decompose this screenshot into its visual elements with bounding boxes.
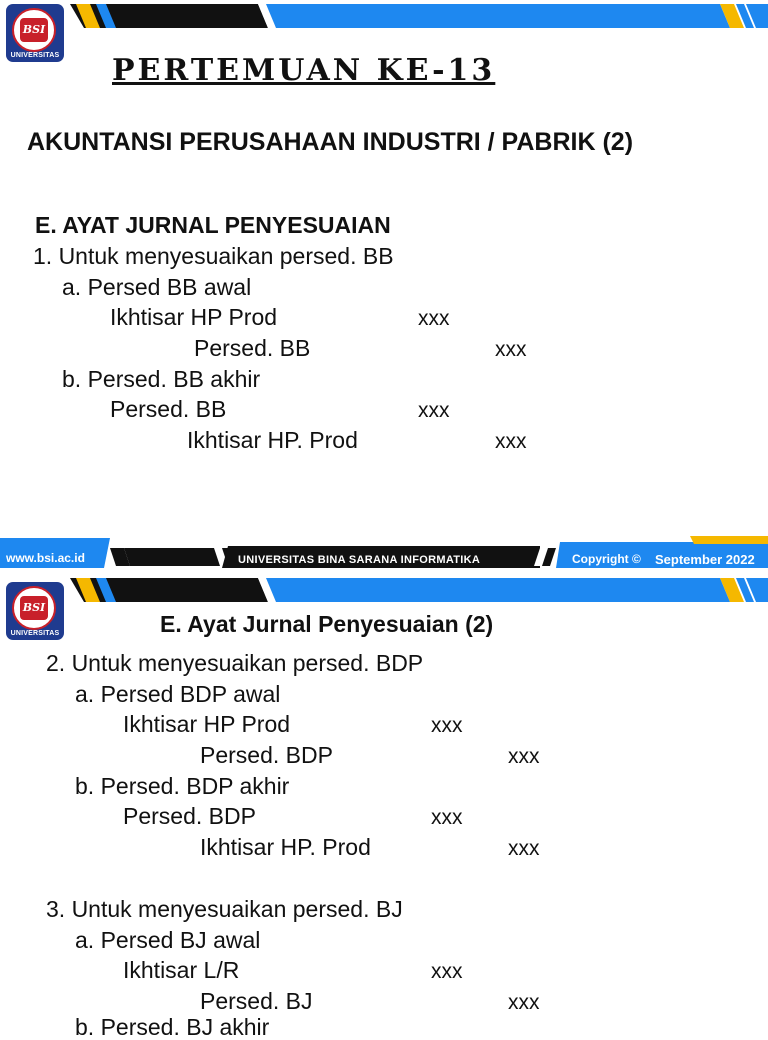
footer-date: September 2022 [655,552,755,567]
entry-credit-account: Persed. BB [194,335,311,361]
top-banner [0,574,768,604]
entry-credit-account: Ikhtisar HP. Prod [187,427,358,453]
sub-b: b. Persed. BJ akhir [75,1014,270,1040]
university-logo: BSI UNIVERSITAS [6,4,64,62]
item-3: 3. Untuk menyesuaikan persed. BJ [46,896,403,922]
meeting-heading: PERTEMUAN KE-13 [112,53,496,88]
entry-credit-account: Persed. BJ [200,988,313,1014]
university-logo: BSI UNIVERSITAS [6,582,64,640]
entry-debit-account: Ikhtisar HP Prod [123,711,291,737]
section-heading: E. AYAT JURNAL PENYESUAIAN [35,212,391,238]
entry-credit-amount: xxx [495,430,527,453]
entry-debit-amount: xxx [431,806,463,829]
footer-copyright: Copyright © [572,552,641,566]
sub-a: a. Persed BDP awal [75,681,281,707]
footer-university: UNIVERSITAS BINA SARANA INFORMATIKA [238,554,481,566]
entry-debit-amount: xxx [431,960,463,983]
sub-a: a. Persed BJ awal [75,927,261,953]
entry-debit-amount: xxx [418,307,450,330]
sub-a: a. Persed BB awal [62,274,252,300]
page-title: E. Ayat Jurnal Penyesuaian (2) [160,611,494,637]
sub-b: b. Persed. BDP akhir [75,773,290,799]
entry-credit-account: Persed. BDP [200,742,333,768]
slide-2 [0,574,768,1040]
entry-credit-amount: xxx [495,338,527,361]
entry-debit-account: Persed. BB [110,396,227,422]
sub-b: b. Persed. BB akhir [62,366,261,392]
item-1: 1. Untuk menyesuaikan persed. BB [33,243,394,269]
item-2: 2. Untuk menyesuaikan persed. BDP [46,650,424,676]
entry-debit-account: Persed. BDP [123,803,256,829]
footer-website[interactable]: www.bsi.ac.id [6,551,85,565]
entry-credit-amount: xxx [508,991,540,1014]
footer-bar [0,532,768,574]
entry-debit-amount: xxx [418,399,450,422]
entry-credit-amount: xxx [508,745,540,768]
entry-credit-amount: xxx [508,837,540,860]
entry-debit-account: Ikhtisar HP Prod [110,304,278,330]
entry-debit-amount: xxx [431,714,463,737]
page-title: AKUNTANSI PERUSAHAAN INDUSTRI / PABRIK (2) [27,128,634,156]
footer-graphic [0,532,768,574]
top-banner [0,0,768,30]
entry-debit-account: Ikhtisar L/R [123,957,240,983]
entry-credit-account: Ikhtisar HP. Prod [200,834,371,860]
